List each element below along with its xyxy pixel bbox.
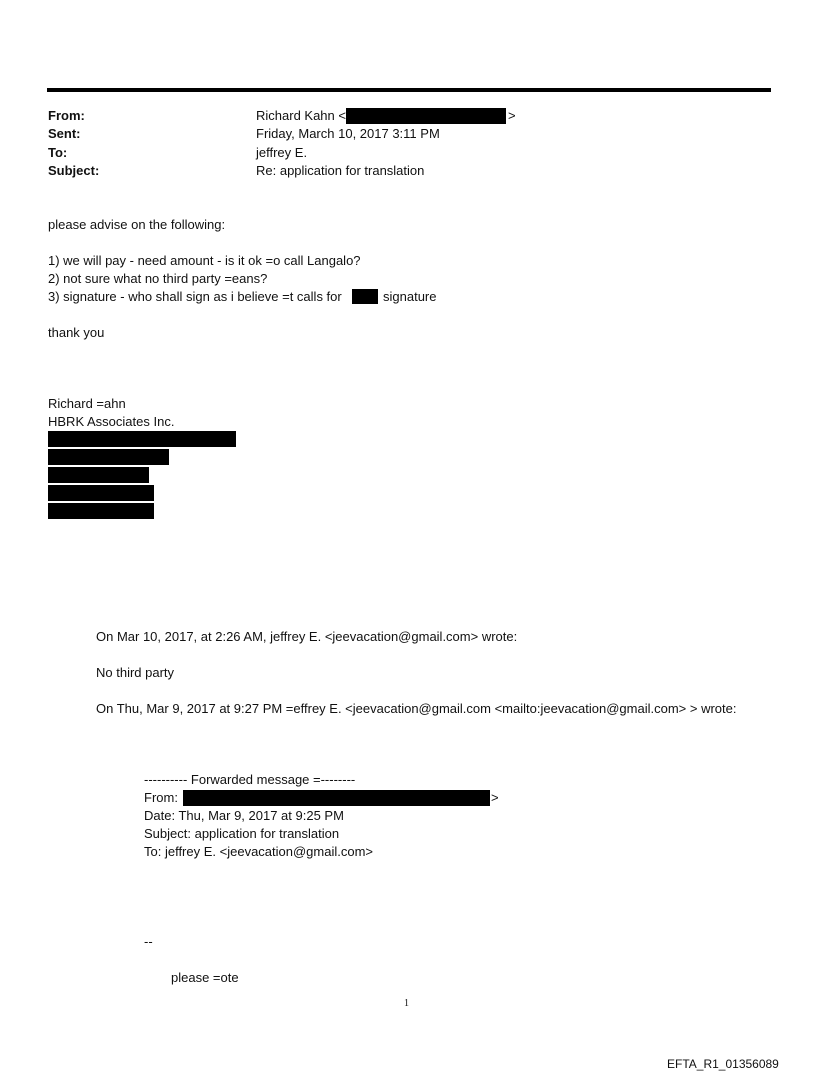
subject-label: Subject: — [48, 163, 100, 178]
forwarded-date: Date: Thu, Mar 9, 2017 at 9:25 PM — [144, 808, 344, 823]
quoted-prior-header: On Thu, Mar 9, 2017 at 9:27 PM =effrey E. <jeevacation@gmail.com <mailto:jeevacation@gmail.com> > wrote: — [96, 701, 737, 716]
body-item-3-start: 3) signature - who shall sign as i believe =t calls for — [48, 289, 342, 304]
redaction-body — [352, 289, 378, 304]
redaction-signature-2 — [48, 449, 169, 465]
to-value: jeffrey E. — [256, 145, 308, 160]
from-close: > — [508, 108, 516, 123]
redaction-signature-4 — [48, 485, 154, 501]
body-item-2: 2) not sure what no third party =eans? — [48, 271, 268, 286]
header-rule — [47, 88, 771, 92]
forwarded-from-label: From: — [144, 790, 178, 805]
forwarded-subject: Subject: application for translation — [144, 826, 340, 841]
from-label: From: — [48, 108, 85, 123]
redaction-signature-1 — [48, 431, 236, 447]
quoted-reply-header: On Mar 10, 2017, at 2:26 AM, jeffrey E. <jeevacation@gmail.com> wrote: — [96, 629, 518, 644]
body-greeting: please advise on the following: — [48, 217, 226, 232]
sent-label: Sent: — [48, 126, 81, 141]
signature-name: Richard =ahn — [48, 396, 126, 411]
forwarded-note: please =ote — [171, 970, 239, 985]
subject-value: Re: application for translation — [256, 163, 425, 178]
forwarded-to: To: jeffrey E. <jeevacation@gmail.com> — [144, 844, 374, 859]
body-item-1: 1) we will pay - need amount - is it ok =o call Langalo? — [48, 253, 361, 268]
to-label: To: — [48, 145, 68, 160]
forwarded-from-close: > — [491, 790, 499, 805]
signature-company: HBRK Associates Inc. — [48, 414, 175, 429]
forwarded-signature-separator: -- — [144, 934, 153, 949]
body-thanks: thank you — [48, 325, 105, 340]
redaction-forwarded-from — [183, 790, 490, 806]
redaction-signature-5 — [48, 503, 154, 519]
body-item-3-end: signature — [383, 289, 437, 304]
document-id: EFTA_R1_01356089 — [667, 1057, 779, 1071]
sent-value: Friday, March 10, 2017 3:11 PM — [256, 126, 440, 141]
redaction-from-email — [346, 108, 506, 124]
forwarded-banner: ---------- Forwarded message =-------- — [144, 772, 356, 787]
from-name: Richard Kahn < — [256, 108, 346, 123]
page-number: 1 — [404, 998, 409, 1009]
quoted-reply-text: No third party — [96, 665, 175, 680]
redaction-signature-3 — [48, 467, 149, 483]
